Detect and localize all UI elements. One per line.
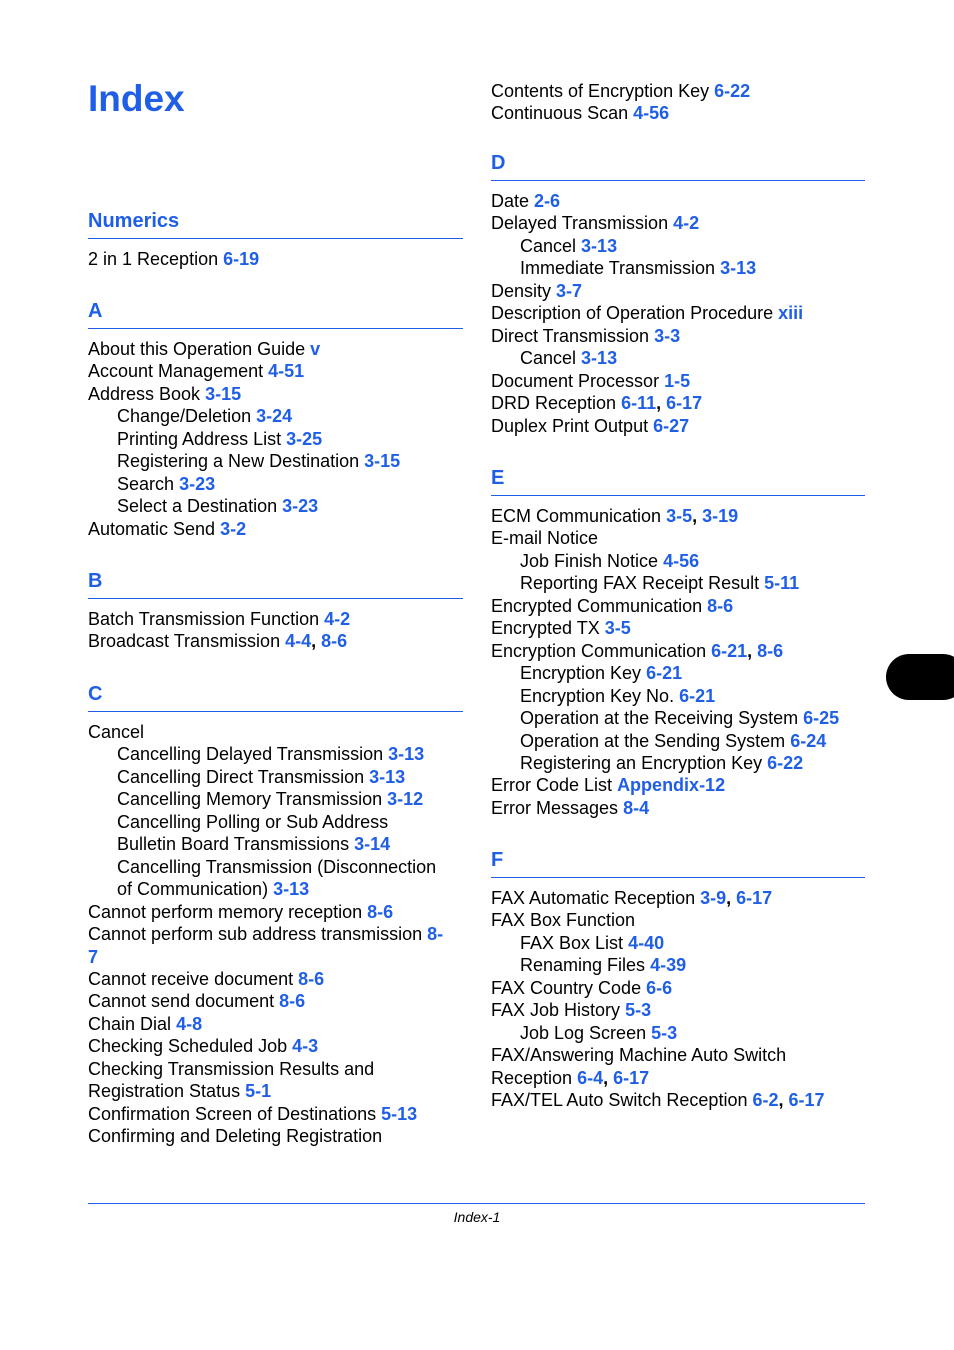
page-reference-link[interactable]: 3-3 <box>654 325 681 346</box>
index-entry-label: Cannot receive document <box>88 968 294 989</box>
index-entry-label: Printing Address List <box>117 428 282 449</box>
page-reference-link[interactable]: 6-24 <box>790 730 827 751</box>
index-entry <box>491 595 865 617</box>
index-subentry <box>88 788 463 810</box>
page-reference-link[interactable]: 3-13 <box>388 744 425 765</box>
index-entry-label: Confirming and Deleting Registration <box>88 1126 383 1147</box>
index-entry-label: ECM Communication <box>491 506 662 526</box>
page-reference-link[interactable]: 4-2 <box>673 213 700 234</box>
page-reference-link[interactable]: xiii <box>778 303 804 324</box>
page-reference-link[interactable]: 6-4 <box>577 1067 604 1088</box>
index-entry-label: Registering a New Destination <box>117 451 360 472</box>
page-reference-link[interactable]: 3-7 <box>556 280 583 301</box>
page-reference-link[interactable]: 3-5 <box>604 618 631 639</box>
page-reference-link[interactable]: 3-5 <box>666 506 693 526</box>
index-entry <box>491 617 865 639</box>
index-entry-label: Operation at the Receiving System <box>520 708 799 729</box>
index-entry: ECM Communication 3-5, 3-19 <box>491 506 739 526</box>
index-subentry <box>491 662 865 684</box>
page-reference-link[interactable]: 4-56 <box>663 550 700 571</box>
index-entry-label: Account Management <box>88 361 264 382</box>
index-entry <box>491 325 865 347</box>
page-reference-link[interactable]: 8-6 <box>298 968 325 989</box>
index-entry-label: Search <box>117 473 175 494</box>
index-entry <box>88 518 463 540</box>
page-reference-link[interactable]: 8-6 <box>321 631 348 652</box>
index-entry-label: FAX/TEL Auto Switch Reception <box>491 1090 748 1111</box>
index-section <box>88 681 463 1148</box>
page-reference-link[interactable]: 8-6 <box>757 640 784 661</box>
index-entry-label: Encrypted Communication <box>491 595 703 616</box>
index-entry-list <box>88 608 463 653</box>
index-entry-label: Select a Destination <box>117 496 278 517</box>
index-entry-label: Description of Operation Procedure <box>491 303 774 324</box>
index-entry <box>491 190 865 212</box>
page-reference-link[interactable]: 5-13 <box>381 1103 418 1124</box>
index-entry <box>88 901 463 923</box>
index-entry-label: Cancelling Memory Transmission <box>117 789 383 810</box>
index-entry-list <box>88 248 463 270</box>
index-entry <box>491 527 865 549</box>
index-entry-label: Cancelling Polling or Sub Address <box>117 811 389 832</box>
index-entry <box>88 248 463 270</box>
index-entry-label: Error Code List <box>491 775 613 796</box>
index-entry-label: Density <box>491 280 552 301</box>
page-reference-link[interactable]: 5-1 <box>245 1081 272 1102</box>
index-subentry <box>88 495 463 517</box>
index-entry <box>88 968 463 990</box>
page-reference-link[interactable]: 4-56 <box>633 103 670 124</box>
index-entry-list <box>491 505 865 819</box>
index-entry <box>88 1013 463 1035</box>
page-reference-link[interactable]: 3-9 <box>700 888 727 908</box>
index-entry <box>491 1044 865 1066</box>
index-entry <box>491 415 865 437</box>
index-entry <box>88 383 463 405</box>
page-reference-link[interactable]: 3-14 <box>354 834 391 855</box>
page-reference-link[interactable]: 3-13 <box>369 766 406 787</box>
index-entry-list <box>88 338 463 540</box>
index-entry <box>88 1103 463 1125</box>
page-reference-link[interactable]: 6-2 <box>752 1090 779 1111</box>
index-entry-list <box>491 887 865 1112</box>
index-entry-label: Immediate Transmission <box>520 258 716 279</box>
index-subentry <box>491 347 865 369</box>
page-reference-link[interactable]: 8-6 <box>707 595 734 616</box>
page-reference-link[interactable]: 3-23 <box>179 473 216 494</box>
index-subentry <box>88 766 463 788</box>
index-entry <box>491 977 865 999</box>
index-entry-label: Cancel <box>520 235 577 256</box>
index-subentry <box>88 428 463 450</box>
index-entry: FAX/TEL Auto Switch Reception 6-2, 6-17 <box>491 1090 825 1111</box>
index-subentry <box>88 405 463 427</box>
index-entry-label: Address Book <box>88 383 201 404</box>
page-reference-link[interactable]: 3-19 <box>702 506 739 526</box>
page-reference-link[interactable]: v <box>310 339 321 359</box>
index-section <box>491 150 865 437</box>
index-subentry <box>491 932 865 954</box>
continued-entries <box>491 80 865 125</box>
index-entry-label: E-mail Notice <box>491 528 599 549</box>
index-entry <box>88 1035 463 1057</box>
index-section <box>88 568 463 653</box>
index-entry: DRD Reception 6-11, 6-17 <box>491 393 703 414</box>
index-entry <box>88 608 463 630</box>
index-subentry <box>491 707 865 729</box>
index-entry: Broadcast Transmission 4-4, 8-6 <box>88 631 348 652</box>
index-subentry <box>491 1022 865 1044</box>
index-entry-label: Encryption Communication <box>491 640 707 661</box>
index-entry-label: Registering an Encryption Key <box>520 752 763 773</box>
index-entry-label: Direct Transmission <box>491 325 650 346</box>
index-entry-label: Cancelling Direct Transmission <box>117 766 365 787</box>
page-reference-link[interactable]: 6-21 <box>711 640 748 661</box>
page-reference-link[interactable]: 6-25 <box>803 708 840 729</box>
section-heading: D <box>491 150 865 181</box>
index-entry-label: Chain Dial <box>88 1013 172 1034</box>
page-reference-link[interactable]: 6-27 <box>653 415 690 436</box>
index-entry-label: Reporting FAX Receipt Result <box>520 573 760 594</box>
page-reference-link[interactable]: 8- <box>427 924 444 945</box>
page-reference-link[interactable]: 4-3 <box>292 1036 319 1057</box>
page-reference-link[interactable]: 6-19 <box>223 249 260 269</box>
index-subentry <box>88 450 463 472</box>
page-reference-link[interactable]: 3-15 <box>364 451 401 472</box>
index-entry: Encryption Communication 6-21, 8-6 <box>491 640 784 661</box>
page-reference-link[interactable]: 3-24 <box>256 406 293 427</box>
index-subentry <box>88 743 463 765</box>
page-reference-link[interactable]: 6-17 <box>613 1067 650 1088</box>
index-entry-label: Job Log Screen <box>520 1022 647 1043</box>
index-entry-label: Duplex Print Output <box>491 415 649 436</box>
index-entry <box>88 1058 463 1080</box>
index-subentry <box>88 473 463 495</box>
index-entry-label: Cannot send document <box>88 991 275 1012</box>
index-entry-label: Bulletin Board Transmissions <box>117 834 350 855</box>
index-entry <box>491 102 865 124</box>
index-section <box>88 208 463 270</box>
page-reference-link[interactable]: 5-3 <box>651 1022 678 1043</box>
index-entry-label: Encrypted TX <box>491 618 600 639</box>
index-subentry <box>88 833 463 855</box>
page-reference-link[interactable]: 6-17 <box>736 888 773 908</box>
page-reference-link[interactable]: 8-6 <box>367 901 394 922</box>
index-entry-label: Cancelling Transmission (Disconnection <box>117 856 437 877</box>
page-reference-link[interactable]: 5-11 <box>764 573 800 594</box>
page-reference-link[interactable]: 3-15 <box>205 383 242 404</box>
section-heading: B <box>88 568 463 599</box>
section-heading: E <box>491 465 865 496</box>
page-reference-link[interactable]: 4-8 <box>176 1013 203 1034</box>
index-entry-label: DRD Reception <box>491 393 617 414</box>
page-reference-link[interactable]: 3-2 <box>220 518 247 539</box>
index-entry-list <box>491 190 865 437</box>
index-entry-label: Cancel <box>520 348 577 369</box>
index-entry-label: FAX Country Code <box>491 977 642 998</box>
page-title: Index <box>88 78 185 119</box>
section-heading: C <box>88 681 463 712</box>
index-entry-label: Date <box>491 191 530 211</box>
index-section <box>88 298 463 540</box>
index-entry-label: Batch Transmission Function <box>88 609 320 629</box>
index-entry <box>88 360 463 382</box>
page-reference-link[interactable]: 3-13 <box>273 879 310 900</box>
page-reference-link[interactable]: 3-25 <box>286 428 323 449</box>
index-entry-label: About this Operation Guide <box>88 339 306 359</box>
index-entry-label: Operation at the Sending System <box>520 730 786 751</box>
page-reference-link[interactable]: 6-22 <box>714 81 751 101</box>
index-subentry <box>491 572 865 594</box>
index-entry-label: Reception <box>491 1067 573 1088</box>
chapter-tab-marker <box>886 654 954 700</box>
page-reference-link[interactable]: 2-6 <box>534 191 561 211</box>
index-subentry <box>491 257 865 279</box>
page-reference-link[interactable]: 3-13 <box>720 258 757 279</box>
index-entry-label: Checking Scheduled Job <box>88 1036 288 1057</box>
index-entry-label: of Communication) <box>117 879 269 900</box>
index-entry <box>491 909 865 931</box>
index-subentry <box>491 685 865 707</box>
page-reference-link[interactable]: 6-21 <box>679 685 716 706</box>
index-entry-label: Encryption Key No. <box>520 685 675 706</box>
index-subentry <box>491 730 865 752</box>
page-reference-link[interactable]: Appendix-12 <box>617 775 726 796</box>
index-entry-label: Contents of Encryption Key <box>491 81 710 101</box>
page-reference-link[interactable]: 6-17 <box>788 1090 825 1111</box>
index-entry <box>88 946 463 968</box>
index-entry-label: Automatic Send <box>88 518 216 539</box>
index-entry-list <box>88 721 463 1148</box>
index-entry-label: Cancelling Delayed Transmission <box>117 744 384 765</box>
index-entry <box>491 302 865 324</box>
page-reference-link[interactable]: 6-22 <box>767 752 804 773</box>
section-heading: F <box>491 847 865 878</box>
page-reference-link[interactable]: 6-11 <box>621 393 657 414</box>
index-entry: Reception 6-4, 6-17 <box>491 1067 650 1088</box>
index-entry <box>491 797 865 819</box>
index-entry-label: Continuous Scan <box>491 103 629 124</box>
page-reference-link[interactable]: 7 <box>88 946 99 967</box>
index-entry-label: FAX Box Function <box>491 910 636 931</box>
index-entry-label: Checking Transmission Results and <box>88 1058 375 1079</box>
index-entry-label: Renaming Files <box>520 955 646 976</box>
index-subentry <box>491 550 865 572</box>
page-reference-link[interactable]: 1-5 <box>664 370 691 391</box>
index-entry-label: Delayed Transmission <box>491 213 669 234</box>
index-entry <box>491 212 865 234</box>
page-reference-link[interactable]: 8-4 <box>623 797 650 818</box>
index-entry-label: Cannot perform sub address transmission <box>88 924 423 945</box>
index-entry <box>88 1080 463 1102</box>
index-entry <box>491 370 865 392</box>
index-entry: FAX Automatic Reception 3-9, 6-17 <box>491 888 773 908</box>
index-entry <box>491 999 865 1021</box>
index-entry-label: Document Processor <box>491 370 660 391</box>
index-entry-label: Cancel <box>88 722 145 742</box>
page-number: Index-1 <box>453 1209 501 1225</box>
index-subentry <box>491 954 865 976</box>
index-entry-label: FAX Box List <box>520 932 624 953</box>
page-reference-link[interactable]: 4-51 <box>268 361 305 382</box>
page-reference-link[interactable]: 3-12 <box>387 789 424 810</box>
page-reference-link[interactable]: 4-39 <box>650 955 687 976</box>
index-subentry <box>88 811 463 833</box>
page-reference-link[interactable]: 5-3 <box>625 1000 652 1021</box>
page-reference-link[interactable]: 3-23 <box>282 496 319 517</box>
page-reference-link[interactable]: 4-40 <box>628 932 665 953</box>
index-entry-label: Error Messages <box>491 797 619 818</box>
page-reference-link[interactable]: 4-4 <box>285 631 312 652</box>
index-entry-label: Encryption Key <box>520 663 642 684</box>
index-subentry <box>491 235 865 257</box>
index-entry-label: Job Finish Notice <box>520 550 659 571</box>
page-reference-link[interactable]: 4-2 <box>324 609 351 629</box>
index-entry <box>88 1125 463 1147</box>
page-reference-link[interactable]: 3-13 <box>581 348 618 369</box>
page-reference-link[interactable]: 6-6 <box>646 977 673 998</box>
index-entry <box>491 80 865 102</box>
index-section <box>491 847 865 1112</box>
index-section <box>491 465 865 819</box>
page-reference-link[interactable]: 8-6 <box>279 991 306 1012</box>
index-entry-label: Confirmation Screen of Destinations <box>88 1103 377 1124</box>
index-entry-label: FAX Job History <box>491 1000 621 1021</box>
index-entry-label: Cannot perform memory reception <box>88 901 363 922</box>
page-reference-link[interactable]: 3-13 <box>581 235 618 256</box>
index-entry <box>88 923 463 945</box>
index-entry-label: FAX Automatic Reception <box>491 888 696 908</box>
section-heading: Numerics <box>88 208 463 239</box>
index-entry-label: 2 in 1 Reception <box>88 249 219 269</box>
index-entry-label: Registration Status <box>88 1081 241 1102</box>
page-reference-link[interactable]: 6-21 <box>646 663 683 684</box>
index-entry <box>88 338 463 360</box>
index-subentry <box>88 856 463 878</box>
footer-rule <box>88 1203 865 1204</box>
index-entry-label: Broadcast Transmission <box>88 631 281 652</box>
index-entry <box>88 990 463 1012</box>
index-entry-label: Change/Deletion <box>117 406 252 427</box>
index-subentry <box>88 878 463 900</box>
page-reference-link[interactable]: 6-17 <box>666 393 703 414</box>
index-entry <box>88 721 463 743</box>
index-entry-label: FAX/Answering Machine Auto Switch <box>491 1045 787 1066</box>
index-subentry <box>491 752 865 774</box>
index-entry <box>491 280 865 302</box>
section-heading: A <box>88 298 463 329</box>
index-entry <box>491 774 865 796</box>
